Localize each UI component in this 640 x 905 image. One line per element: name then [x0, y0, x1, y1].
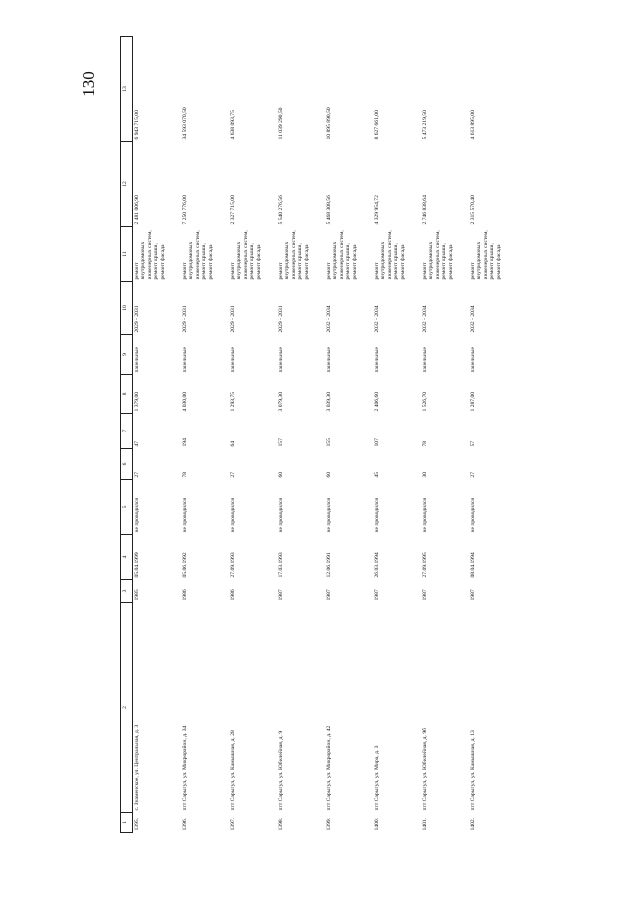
- cost-cell-12: 2 481 006,90: [134, 195, 140, 225]
- wall-type-cell: панельные: [182, 346, 188, 373]
- header-col-10: 10: [121, 282, 133, 335]
- wall-type-cell: панельные: [230, 346, 236, 373]
- last-repair-cell: не проводился: [374, 498, 380, 533]
- last-repair-cell: не проводился: [230, 498, 236, 533]
- header-col-5: 5: [121, 480, 133, 535]
- cost-cell-12: 2 746 838,64: [422, 195, 428, 225]
- row-number: 1399.: [326, 817, 332, 831]
- address-cell: пгт Сарыгул, ул. Камышная, д. 13: [470, 730, 476, 811]
- row-number: 1402.: [470, 817, 476, 831]
- cost-cell-12: 2 327 715,00: [230, 195, 236, 225]
- header-col-1: 1: [121, 813, 133, 833]
- date-cell: 05.04.1999: [134, 552, 140, 578]
- wall-type-cell: панельные: [134, 346, 140, 373]
- row-number: 1401.: [422, 817, 428, 831]
- area-cell: 4 030,00: [182, 391, 188, 412]
- count-cell-7: 157: [278, 438, 284, 447]
- date-cell: 17.03.1993: [278, 552, 284, 578]
- period-cell: 2029 - 2031: [230, 305, 236, 333]
- header-col-3: 3: [121, 580, 133, 603]
- table-body: [133, 37, 518, 833]
- row-number: 1400.: [374, 817, 380, 831]
- table-row: [421, 37, 469, 833]
- work-type-cell: ремонт внутридомовых инженерных систем, ремонт крыши, ремонт фасада: [182, 230, 214, 280]
- address-cell: пгт Сарыгул, ул. Микрорайон, д. 34: [182, 725, 188, 811]
- last-repair-cell: не проводился: [326, 498, 332, 533]
- year-cell: 1987: [422, 589, 428, 601]
- area-cell: 3 079,30: [278, 391, 284, 412]
- cost-cell-12: 5 468 308,56: [326, 195, 332, 225]
- count-cell-7: 47: [134, 440, 140, 447]
- table-row: [469, 37, 517, 833]
- cost-cell-12: 2 315 570,40: [470, 195, 476, 225]
- address-cell: пгт Сарыгул, ул. Юбилейная, д. 9б: [422, 728, 428, 811]
- count-cell-6: 45: [374, 471, 380, 478]
- count-cell-6: 27: [230, 471, 236, 478]
- year-cell: 1987: [278, 589, 284, 601]
- table-row: [229, 37, 277, 833]
- cost-cell-12: 5 540 276,56: [278, 195, 284, 225]
- header-col-8: 8: [121, 375, 133, 414]
- table-row: [325, 37, 373, 833]
- count-cell-7: 107: [374, 438, 380, 447]
- count-cell-7: 64: [230, 440, 236, 447]
- period-cell: 2032 - 2034: [470, 305, 476, 333]
- row-number: 1398.: [278, 817, 284, 831]
- address-cell: пгт Сарыгул, ул. Камышная, д. 28: [230, 730, 236, 811]
- count-cell-6: 30: [422, 471, 428, 478]
- area-cell: 3 039,30: [326, 391, 332, 412]
- year-cell: 1987: [326, 589, 332, 601]
- year-cell: 1987: [374, 589, 380, 601]
- column-number-row: [121, 37, 133, 833]
- header-col-4: 4: [121, 535, 133, 580]
- table-row: [277, 37, 325, 833]
- date-cell: 12.06.1991: [326, 552, 332, 578]
- address-cell: пгт Сарыгул, ул. Микрорайон, д. 42: [326, 725, 332, 811]
- period-cell: 2029 - 2031: [278, 305, 284, 333]
- date-cell: 26.03.1994: [374, 552, 380, 578]
- count-cell-7: 194: [182, 438, 188, 447]
- count-cell-7: 57: [470, 440, 476, 447]
- date-cell: 27.09.1995: [422, 552, 428, 578]
- work-type-cell: ремонт внутридомовых инженерных систем, ремонт крыши, ремонт фасада: [422, 230, 454, 280]
- area-cell: 1 287,00: [470, 391, 476, 412]
- work-type-cell: ремонт внутридомовых инженерных систем, ремонт крыши, ремонт фасада: [326, 230, 358, 280]
- wall-type-cell: панельные: [470, 346, 476, 373]
- count-cell-6: 78: [182, 471, 188, 478]
- header-col-7: 7: [121, 414, 133, 449]
- last-repair-cell: не проводился: [134, 498, 140, 533]
- year-cell: 1987: [470, 589, 476, 601]
- period-cell: 2032 - 2034: [422, 305, 428, 333]
- cost-cell-12: 4 329 954,72: [374, 195, 380, 225]
- wall-type-cell: панельные: [374, 346, 380, 373]
- header-col-9: 9: [121, 335, 133, 375]
- wall-type-cell: панельные: [278, 346, 284, 373]
- area-cell: 1 526,70: [422, 391, 428, 412]
- row-number: 1397.: [230, 817, 236, 831]
- area-cell: 1 293,75: [230, 391, 236, 412]
- year-cell: 1986: [230, 589, 236, 601]
- housing-repair-table: [120, 36, 517, 833]
- work-type-cell: ремонт внутридомовых инженерных систем, ремонт крыши, ремонт фасада: [230, 230, 262, 280]
- wall-type-cell: панельные: [326, 346, 332, 373]
- count-cell-7: 78: [422, 440, 428, 447]
- last-repair-cell: не проводился: [278, 498, 284, 533]
- work-type-cell: ремонт внутридомовых инженерных систем, ремонт крыши, ремонт фасада: [278, 230, 310, 280]
- period-cell: 2032 - 2034: [326, 305, 332, 333]
- address-cell: пгт Сарыгул, ул. Юбилейная, д. 9: [278, 730, 284, 811]
- address-cell: пгт Сарыгул, ул. Мира, д. 3: [374, 745, 380, 811]
- cost-cell-12: 7 250 776,00: [182, 195, 188, 225]
- work-type-cell: ремонт внутридомовых инженерных систем, ремонт крыши, ремонт фасада: [374, 230, 406, 280]
- header-col-6: 6: [121, 449, 133, 480]
- header-col-2: 2: [121, 603, 133, 813]
- row-number: 1396.: [182, 817, 188, 831]
- wall-type-cell: панельные: [422, 346, 428, 373]
- table-row: [133, 37, 182, 833]
- last-repair-cell: не проводился: [182, 498, 188, 533]
- header-col-12: 12: [121, 142, 133, 227]
- table-row: [373, 37, 421, 833]
- cost-cell-13: 10 895 890,50: [326, 107, 332, 140]
- count-cell-6: 60: [326, 471, 332, 478]
- date-cell: 27.09.1993: [230, 552, 236, 578]
- period-cell: 2029 - 2031: [134, 305, 140, 333]
- area-cell: 2 406,60: [374, 391, 380, 412]
- cost-cell-13: 5 473 219,50: [422, 110, 428, 140]
- year-cell: 1986: [182, 589, 188, 601]
- count-cell-6: 60: [278, 471, 284, 478]
- header-col-13: 13: [121, 37, 133, 142]
- year-cell: 1985: [134, 589, 140, 601]
- rotated-table-sheet: [120, 73, 520, 833]
- count-cell-6: 27: [134, 471, 140, 478]
- address-cell: с. Знаменское, ул. Центральная, д. 3: [134, 724, 140, 811]
- work-type-cell: ремонт внутридомовых инженерных систем, ремонт крыши, ремонт фасада: [470, 230, 502, 280]
- cost-cell-13: 4 638 093,75: [230, 110, 236, 140]
- table-row: [181, 37, 229, 833]
- count-cell-6: 27: [470, 471, 476, 478]
- last-repair-cell: не проводился: [470, 498, 476, 533]
- last-repair-cell: не проводился: [422, 498, 428, 533]
- cost-cell-13: 4 613 895,00: [470, 110, 476, 140]
- period-cell: 2032 - 2034: [374, 305, 380, 333]
- area-cell: 1 379,00: [134, 391, 140, 412]
- date-cell: 05.06.1992: [182, 552, 188, 578]
- cost-cell-13: 11 039 290,50: [278, 107, 284, 140]
- date-cell: 08.04.1994: [470, 552, 476, 578]
- cost-cell-13: 8 627 661,00: [374, 110, 380, 140]
- work-type-cell: ремонт внутридомовых инженерных систем, ремонт крыши, ремонт фасада: [134, 230, 166, 280]
- count-cell-7: 155: [326, 438, 332, 447]
- header-col-11: 11: [121, 227, 133, 282]
- row-number: 1395.: [134, 817, 140, 831]
- cost-cell-13: 34 593 070,50: [182, 107, 188, 140]
- period-cell: 2029 - 2031: [182, 305, 188, 333]
- page-number: 130: [78, 71, 98, 97]
- cost-cell-13: 6 943 715,00: [134, 110, 140, 140]
